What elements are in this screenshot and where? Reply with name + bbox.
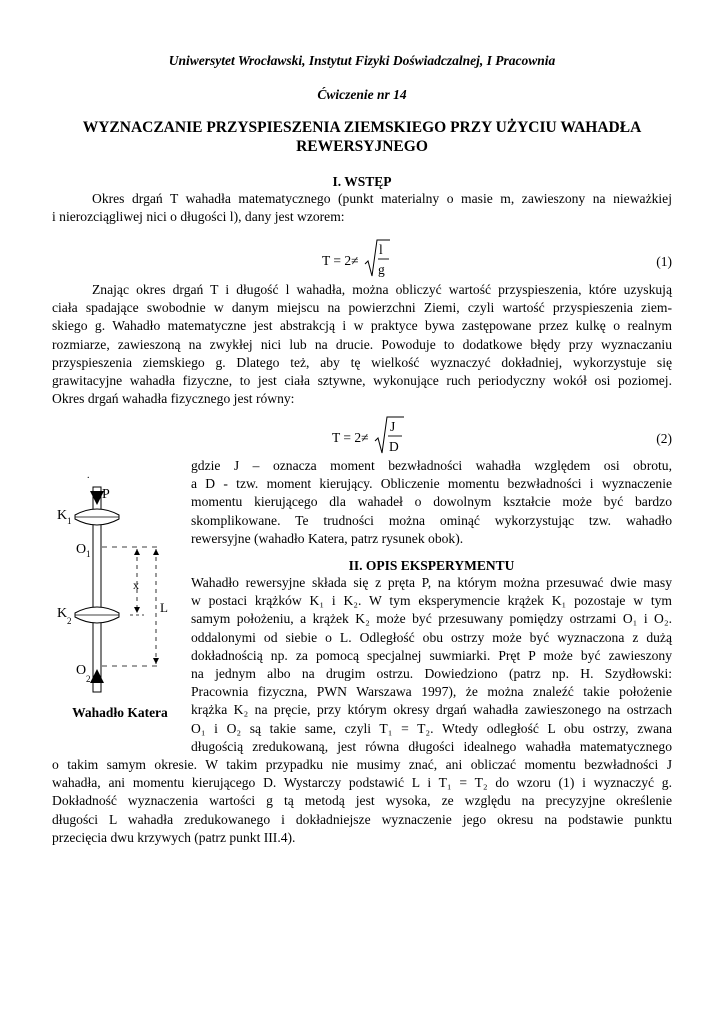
equation-numerator: l [379, 242, 383, 257]
equation-numerator: J [390, 419, 396, 434]
label-k2: K [57, 606, 68, 621]
text-line: grawitacyjne wahadła fizyczne, to jest ciała sztywne, wykonujące ruch periodyczny wokół osi poziomej. [52, 373, 672, 389]
sqrt-sign-icon [364, 238, 390, 280]
text-line: gdzie J – oznacza moment bezwładności wahadła względem osi obrotu, [191, 458, 672, 473]
text-line: przecięcia dwu krzywych (patrz punkt III.4). [52, 829, 296, 845]
kater-pendulum-figure [50, 465, 180, 705]
label-k1: K [57, 508, 68, 523]
text-line: Pracownia fizyczna, PWN Warszawa 1997), że można znaleźć takie położenie [191, 684, 672, 700]
equation-lhs: T = 2≠ [322, 253, 359, 268]
experiment-paragraph-full [52, 756, 672, 847]
text-line: a D - tzw. moment kierujący. Obliczenie momentu bezwładności i wyznaczenie [191, 476, 672, 492]
text-line: skiego g. Wahadło matematyczne jest abstrakcją i w praktyce bywa zastępowane przez kulkę o realnym [52, 318, 672, 334]
equation-denominator: D [389, 439, 399, 454]
text-line: O₁ i O₂ są takie same, czyli T₁ = T₂. Wtedy odległość L obu ostrzy, zwana [191, 720, 672, 736]
label-x: x [133, 578, 139, 592]
intro-paragraph-1 [52, 190, 672, 226]
text-line: samym położeniu, a krążek K₂ może być przesuwany pomiędzy ostrzami O₁ i O₂. [191, 611, 672, 627]
equation-1-number: (1) [656, 254, 672, 269]
text-line: skomplikowane. Te trudności można ominąć wykorzystując tzw. wahadło [191, 512, 672, 528]
label-k1-subscript: 1 [67, 516, 72, 526]
text-line: momentu kierującego dla wahadeł o dowolnym kształcie może być bardzo [191, 494, 672, 510]
title-line-2: REWERSYJNEGO [296, 138, 428, 155]
equation-2 [332, 415, 422, 455]
title-line-1: WYZNACZANIE PRZYSPIESZENIA ZIEMSKIEGO PRZY UŻYCIU WAHADŁA [82, 119, 642, 136]
label-o2-subscript: 2 [86, 674, 91, 684]
text-line: Dokładność wyznaczenia wartości g tą metodą jest wysoka, ze względu na precyzyjne określenie [52, 793, 672, 809]
label-o2: O [76, 663, 87, 678]
figure-dot: . [87, 470, 90, 481]
text-line: Okres drgań T wahadła matematycznego (punkt materialny o masie m, zawieszony na nieważkiej [92, 191, 672, 206]
text-line: Wahadło rewersyjne składa się z pręta P, na którym można przesuwać dwie masy [191, 575, 672, 590]
figure-caption: Wahadło Katera [72, 705, 168, 720]
equation-lhs: T = 2≠ [332, 430, 369, 445]
text-line: Okres drgań wahadła fizycznego jest równy: [52, 391, 295, 407]
label-o1: O [76, 542, 87, 557]
pivot-bottom-arrow-icon [90, 669, 104, 683]
text-line: rewersyjne (wahadło Katera, patrz rysunek obok). [191, 530, 464, 546]
text-line: w postaci krążków K₁ i K₂. W tym eksperymencie krążek K₁ pozostaje w tym [191, 593, 672, 609]
text-line: i nierozciągliwej nici o długości l), dany jest wzorem: [52, 209, 345, 225]
label-k2-subscript: 2 [67, 616, 72, 626]
intro-paragraph-3 [191, 457, 672, 548]
equation-denominator: g [378, 262, 385, 277]
text-line: o takim samym okresie. W takim przypadku nie musimy znać, ani obliczać momentu bezwładności J [52, 757, 672, 772]
exercise-number: Ćwiczenie nr 14 [317, 87, 407, 102]
text-line: rozmiarze, zawieszoną na zwykłej nici lub na drucie. Powoduje to dodatkowe błędy przy wyznaczaniu [52, 336, 672, 352]
text-line: krążka K₂ na pręcie, przy którym okresy drgań wahadła zawieszonego na ostrzach [191, 702, 672, 718]
equation-1 [322, 238, 402, 278]
text-line: wahadła, ani momentu kierującego D. Wystarczy podstawić L i T₁ = T₂ do wzoru (1) i wyznaczyć g. [52, 775, 672, 791]
label-o1-subscript: 1 [86, 549, 91, 559]
text-line: przyspieszenia ziemskiego g. Dlatego też, aby tę wielkość wyznaczyć dokładniej, wykorzystuje się [52, 354, 672, 370]
text-line: długością zredukowaną, jest równa długości idealnego wahadła matematycznego [191, 738, 672, 754]
institution-header: Uniwersytet Wrocławski, Instytut Fizyki Doświadczalnej, I Pracownia [168, 53, 556, 68]
section-heading-intro: I. WSTĘP [332, 174, 392, 189]
text-line: długości L wahadła zredukowanego i dokładniejsze wyznaczenie jego okresu na podstawie punktu [52, 811, 672, 827]
text-line: na jednym albo na drugim ostrzu. Dowiedziono (patrz np. H. Szydłowski: [191, 666, 672, 682]
experiment-paragraph-right [191, 574, 672, 756]
document-title [40, 118, 684, 156]
label-l: L [160, 600, 168, 615]
intro-paragraph-2 [52, 281, 672, 408]
section-heading-experiment: II. OPIS EKSPERYMENTU [348, 558, 515, 573]
text-line: Znając okres drgań T i długość l wahadła, można obliczyć wartość przyspieszenia, które uzyskują [92, 282, 672, 297]
label-p: P [102, 487, 110, 502]
equation-2-number: (2) [656, 431, 672, 446]
text-line: ciała spadające swobodnie w danym miejscu na powierzchni Ziemi, czyli wartość przyspieszenia ziem- [52, 300, 672, 316]
text-line: dokładnością np. za pomocą specjalnej suwmiarki. Pręt P może być zawieszony [191, 647, 672, 663]
text-line: oddalonymi od siebie o L. Odległość obu ostrzy może być wyznaczona z dużą [191, 629, 672, 645]
